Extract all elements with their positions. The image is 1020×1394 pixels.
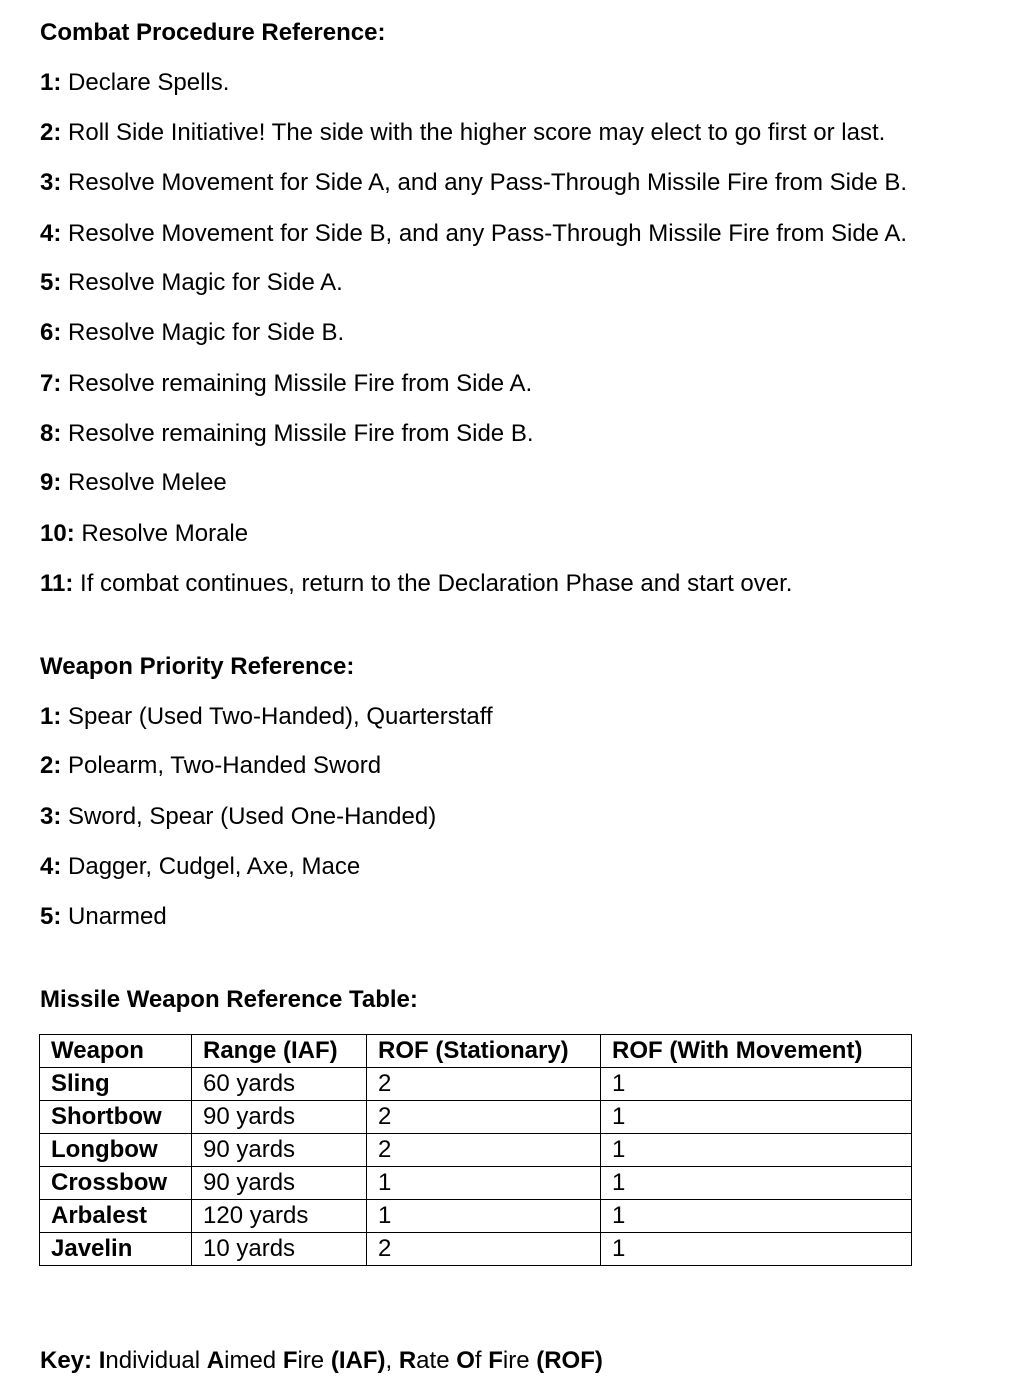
combat-step [40,370,532,398]
weapon-priority-heading: Weapon Priority Reference: [40,653,355,680]
step-number: 3: [40,169,62,196]
key-initial: F [282,1347,298,1374]
priority-item [40,703,493,731]
step-text: Resolve Magic for Side A. [68,269,343,296]
key-abbreviation: (ROF) [536,1347,603,1374]
weapon-cell: Crossbow [40,1167,192,1200]
column-header: Range (IAF) [192,1035,367,1068]
weapon-cell: Shortbow [40,1101,192,1134]
missile-weapon-table [39,1034,912,1266]
key-word-rest: imed [224,1347,283,1374]
step-number: 8: [40,420,62,447]
combat-step [40,420,534,448]
priority-text: Unarmed [68,903,167,930]
step-text: Resolve remaining Missile Fire from Side A. [68,370,533,397]
key-separator: , [385,1347,399,1374]
rof-stationary-cell: 1 [367,1200,601,1233]
step-number: 1: [40,69,62,96]
step-number: 10: [40,520,75,547]
rof-stationary-cell: 2 [367,1101,601,1134]
rof-stationary-cell: 2 [367,1134,601,1167]
step-text: Resolve Magic for Side B. [68,319,345,346]
priority-number: 2: [40,752,62,779]
table-row [40,1134,912,1167]
rof-movement-cell: 1 [601,1134,912,1167]
combat-step [40,520,248,548]
table-row [40,1200,912,1233]
step-number: 4: [40,220,62,247]
range-cell: 90 yards [192,1101,367,1134]
rof-stationary-cell: 2 [367,1068,601,1101]
weapon-cell: Longbow [40,1134,192,1167]
key-initial: A [206,1347,225,1374]
range-cell: 120 yards [192,1200,367,1233]
weapon-cell: Sling [40,1068,192,1101]
step-number: 11: [40,570,74,597]
step-number: 7: [40,370,62,397]
priority-number: 5: [40,903,62,930]
combat-procedure-heading: Combat Procedure Reference: [40,19,386,46]
key-legend [40,1347,603,1375]
rof-movement-cell: 1 [601,1233,912,1266]
range-cell: 60 yards [192,1068,367,1101]
step-number: 6: [40,319,62,346]
priority-text: Sword, Spear (Used One-Handed) [68,803,437,830]
combat-step [40,169,907,197]
priority-item [40,752,381,780]
key-initial: R [398,1347,417,1374]
step-text: Resolve Morale [81,520,249,547]
column-header: Weapon [40,1035,192,1068]
priority-number: 3: [40,803,62,830]
key-word-rest: ire [297,1347,331,1374]
range-cell: 90 yards [192,1167,367,1200]
table-row [40,1101,912,1134]
step-text: Resolve remaining Missile Fire from Side B. [68,420,534,447]
table-row [40,1068,912,1101]
key-initial: F [488,1347,503,1374]
table-row [40,1233,912,1266]
rof-movement-cell: 1 [601,1068,912,1101]
combat-step [40,570,792,598]
weapon-cell: Arbalest [40,1200,192,1233]
priority-text: Dagger, Cudgel, Axe, Mace [68,853,361,880]
priority-number: 1: [40,703,62,730]
table-header-row [40,1035,912,1068]
key-abbreviation: (IAF) [330,1347,386,1374]
key-initial: O [456,1347,475,1374]
key-word-rest: ire [502,1347,537,1374]
step-text: If combat continues, return to the Declaration Phase and start over. [80,570,793,597]
priority-number: 4: [40,853,62,880]
combat-step [40,119,885,147]
combat-step [40,319,344,347]
weapon-cell: Javelin [40,1233,192,1266]
combat-step [40,220,907,248]
step-number: 9: [40,469,62,496]
range-cell: 90 yards [192,1134,367,1167]
missile-table-heading: Missile Weapon Reference Table: [40,986,418,1013]
key-initial: I [98,1347,106,1374]
priority-item [40,803,436,831]
key-word-rest: f [474,1347,489,1374]
table-row [40,1167,912,1200]
combat-step [40,69,229,97]
column-header: ROF (Stationary) [367,1035,601,1068]
combat-step [40,469,227,497]
priority-item [40,853,360,881]
rof-movement-cell: 1 [601,1200,912,1233]
key-word-rest: ate [416,1347,457,1374]
key-word-rest: ndividual [105,1347,207,1374]
priority-item [40,903,167,931]
rof-movement-cell: 1 [601,1101,912,1134]
rof-stationary-cell: 1 [367,1167,601,1200]
step-text: Resolve Movement for Side A, and any Pass-Through Missile Fire from Side B. [68,169,908,196]
step-text: Roll Side Initiative! The side with the higher score may elect to go first or last. [68,119,886,146]
step-text: Resolve Melee [68,469,227,496]
step-text: Declare Spells. [68,69,230,96]
priority-text: Polearm, Two-Handed Sword [68,752,382,779]
rof-movement-cell: 1 [601,1167,912,1200]
column-header: ROF (With Movement) [601,1035,912,1068]
step-number: 2: [40,119,62,146]
step-number: 5: [40,269,62,296]
key-label: Key: [40,1347,93,1374]
priority-text: Spear (Used Two-Handed), Quarterstaff [68,703,493,730]
range-cell: 10 yards [192,1233,367,1266]
rof-stationary-cell: 2 [367,1233,601,1266]
step-text: Resolve Movement for Side B, and any Pass-Through Missile Fire from Side A. [68,220,908,247]
combat-step [40,269,343,297]
